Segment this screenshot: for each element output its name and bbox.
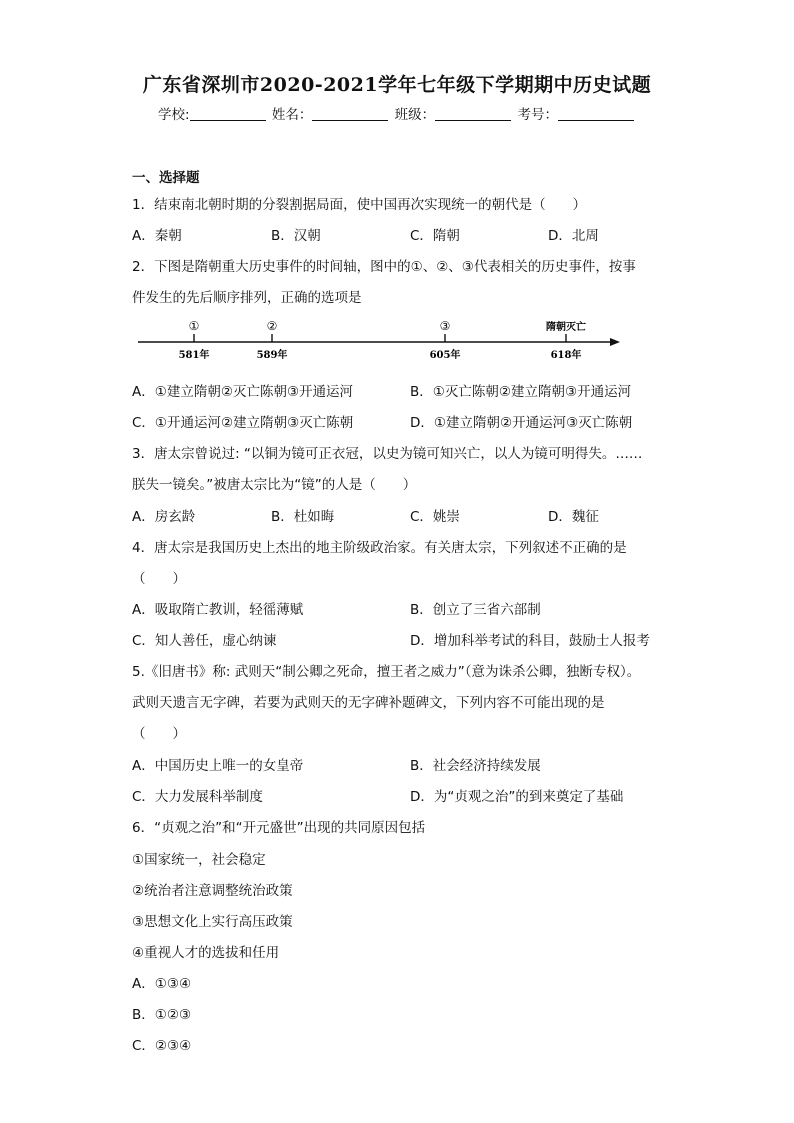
name-label: 姓名： bbox=[271, 107, 313, 123]
q2-stem-line1: 2．下图是隋朝重大历史事件的时间轴，图中的①、②、③代表相关的历史事件，按事 bbox=[132, 259, 636, 275]
class-label: 班级： bbox=[394, 107, 436, 123]
year-605: 605年 bbox=[429, 350, 461, 361]
q1-option-a[interactable]: A．秦朝 bbox=[132, 228, 182, 244]
year-589: 589年 bbox=[256, 350, 288, 361]
q2-option-c[interactable]: C．①开通运河②建立隋朝③灭亡陈朝 bbox=[132, 415, 354, 431]
q2-option-a[interactable]: A．①建立隋朝②灭亡陈朝③开通运河 bbox=[132, 384, 354, 400]
q6-stem: 6．“贞观之治”和“开元盛世”出现的共同原因包括 bbox=[132, 820, 426, 836]
q3-stem-line2: 朕失一镜矣。”被唐太宗比为“镜”的人是（ ） bbox=[132, 477, 417, 493]
q4-option-b[interactable]: B．创立了三省六部制 bbox=[410, 602, 541, 618]
q6-option-a[interactable]: A．①③④ bbox=[132, 976, 192, 992]
timeline-figure bbox=[136, 318, 626, 364]
q4-option-c[interactable]: C．知人善任，虚心纳谏 bbox=[132, 633, 277, 649]
q6-item-3: ③思想文化上实行高压政策 bbox=[132, 914, 293, 930]
q1-stem: 1．结束南北朝时期的分裂割据局面，使中国再次实现统一的朝代是（ ） bbox=[132, 197, 587, 213]
q5-stem-line1: 5.《旧唐书》称: 武则天“制公卿之死命，擅王者之威力”（意为诛杀公卿，独断专权）。 bbox=[132, 664, 641, 680]
class-blank[interactable] bbox=[435, 108, 511, 121]
q5-option-b[interactable]: B．社会经济持续发展 bbox=[410, 758, 541, 774]
q6-item-4: ④重视人才的选拔和任用 bbox=[132, 945, 280, 961]
q5-stem-line3: （ ） bbox=[132, 726, 186, 742]
q4-option-d[interactable]: D．增加科举考试的科目，鼓励士人报考 bbox=[410, 633, 650, 649]
q5-option-d[interactable]: D．为“贞观之治”的到来奠定了基础 bbox=[410, 789, 624, 805]
marker-1: ① bbox=[188, 319, 200, 333]
q3-stem-line1: 3．唐太宗曾说过: “以铜为镜可正衣冠，以史为镜可知兴亡，以人为镜可明得失。…… bbox=[132, 446, 643, 462]
section-heading: 一、选择题 bbox=[132, 170, 200, 186]
q6-option-b[interactable]: B．①②③ bbox=[132, 1007, 192, 1023]
q2-option-d[interactable]: D．①建立隋朝②开通运河③灭亡陈朝 bbox=[410, 415, 633, 431]
page-title: 广东省深圳市2020-2021学年七年级下学期期中历史试题 bbox=[142, 74, 652, 96]
student-info-row bbox=[0, 103, 794, 123]
q5-stem-line2: 武则天遗言无字碑，若要为武则天的无字碑补题碑文，下列内容不可能出现的是 bbox=[132, 695, 605, 711]
q5-option-a[interactable]: A．中国历史上唯一的女皇帝 bbox=[132, 758, 304, 774]
name-blank[interactable] bbox=[312, 108, 388, 121]
q5-option-c[interactable]: C．大力发展科举制度 bbox=[132, 789, 263, 805]
q3-option-a[interactable]: A．房玄龄 bbox=[132, 509, 196, 525]
q6-item-1: ①国家统一，社会稳定 bbox=[132, 852, 266, 868]
q2-option-b[interactable]: B．①灭亡陈朝②建立隋朝③开通运河 bbox=[410, 384, 632, 400]
q1-option-b[interactable]: B．汉朝 bbox=[271, 228, 321, 244]
q4-stem-line2: （ ） bbox=[132, 571, 186, 587]
timeline-arrow bbox=[610, 338, 620, 346]
number-label: 考号： bbox=[517, 107, 558, 123]
q1-option-d[interactable]: D．北周 bbox=[548, 228, 599, 244]
school-label: 学校: bbox=[158, 107, 190, 123]
school-blank[interactable] bbox=[190, 108, 266, 121]
q6-item-2: ②统治者注意调整统治政策 bbox=[132, 883, 293, 899]
q3-option-c[interactable]: C．姚崇 bbox=[410, 509, 460, 525]
q2-stem-line2: 件发生的先后顺序排列，正确的选项是 bbox=[132, 290, 362, 306]
q4-stem-line1: 4．唐太宗是我国历史上杰出的地主阶级政治家。有关唐太宗，下列叙述不正确的是 bbox=[132, 540, 627, 556]
marker-2: ② bbox=[266, 319, 278, 333]
year-618: 618年 bbox=[550, 350, 582, 361]
marker-3: ③ bbox=[439, 319, 451, 333]
q1-option-c[interactable]: C．隋朝 bbox=[410, 228, 460, 244]
number-blank[interactable] bbox=[558, 108, 634, 121]
q3-option-b[interactable]: B．杜如晦 bbox=[271, 509, 335, 525]
q4-option-a[interactable]: A．吸取隋亡教训，轻徭薄赋 bbox=[132, 602, 304, 618]
year-581: 581年 bbox=[178, 350, 210, 361]
marker-sui-fall: 隋朝灭亡 bbox=[546, 322, 586, 333]
q6-option-c[interactable]: C．②③④ bbox=[132, 1038, 192, 1054]
q3-option-d[interactable]: D．魏征 bbox=[548, 509, 599, 525]
